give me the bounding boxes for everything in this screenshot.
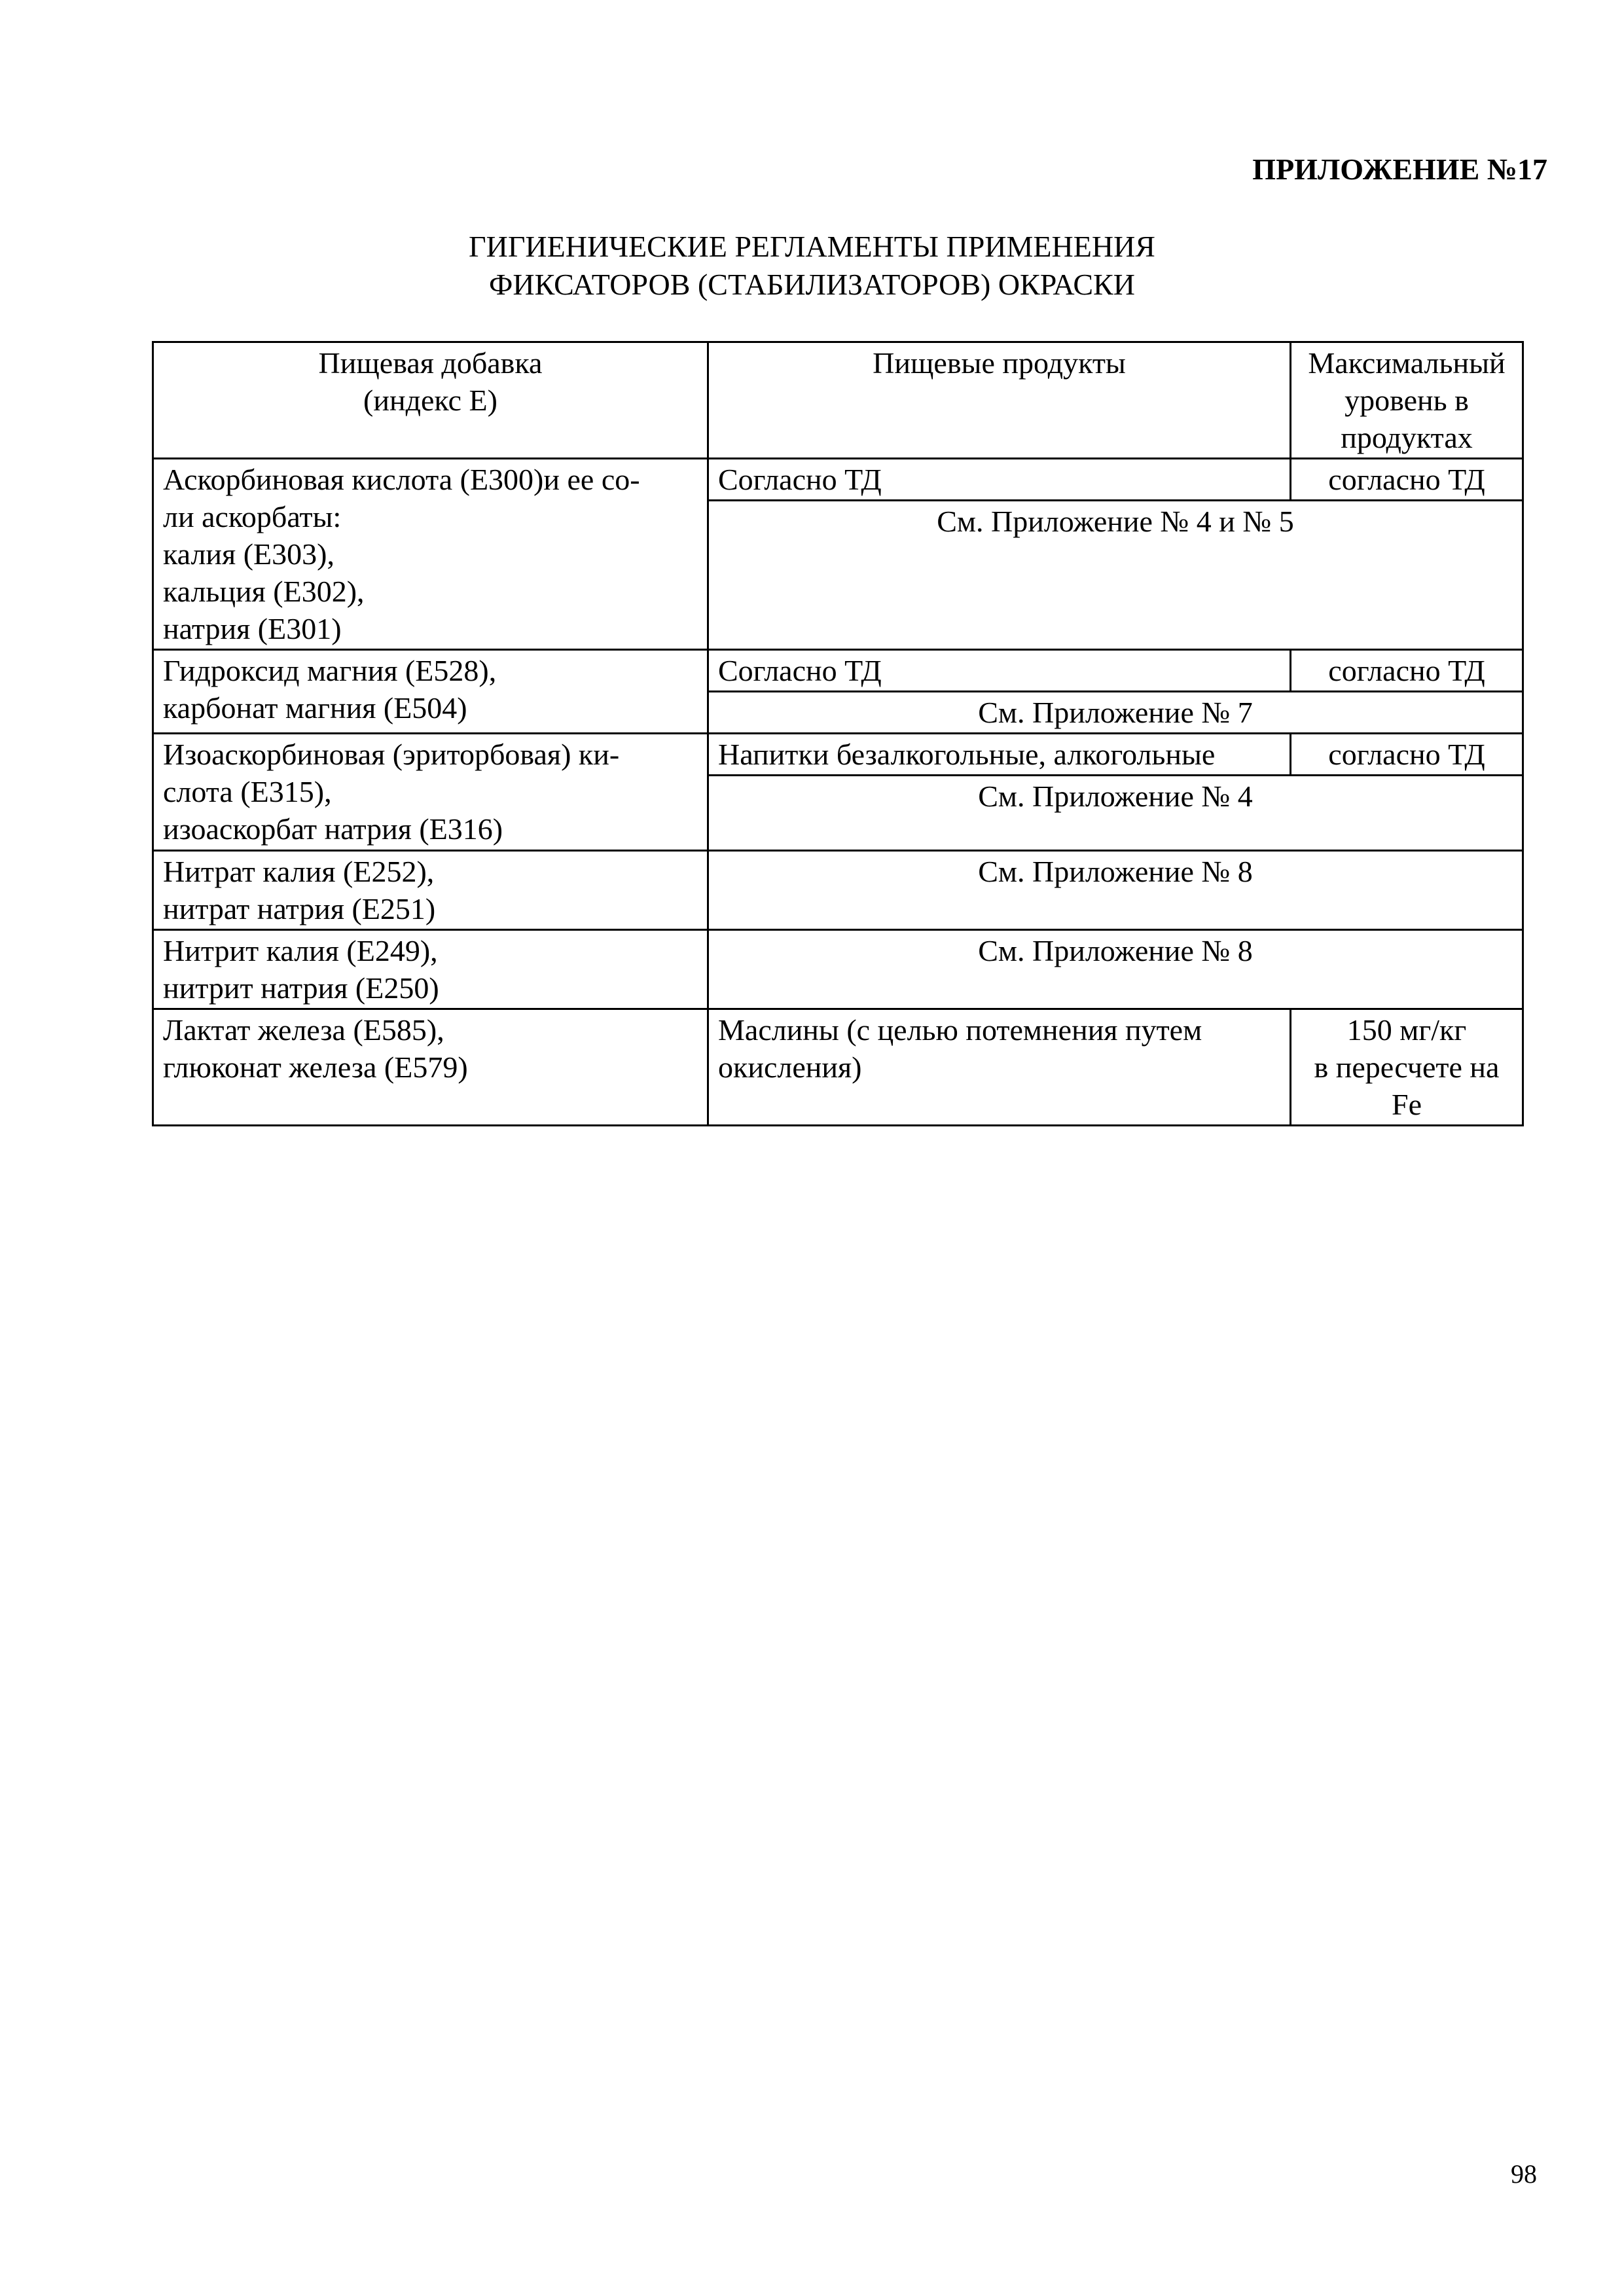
products-cell: Согласно ТД xyxy=(708,650,1291,692)
additive-cell: Гидроксид магния (Е528), карбонат магния (Е504) xyxy=(153,650,708,734)
level-cell: согласно ТД xyxy=(1291,650,1523,692)
header-additive: Пищевая добавка (индекс Е) xyxy=(153,342,708,459)
see-appendix-cell: См. Приложение № 8 xyxy=(708,851,1523,930)
see-appendix-cell: См. Приложение № 4 xyxy=(708,776,1523,851)
appendix-label: ПРИЛОЖЕНИЕ №17 xyxy=(1252,152,1547,186)
title-line-2: ФИКСАТОРОВ (СТАБИЛИЗАТОРОВ) ОКРАСКИ xyxy=(489,268,1135,301)
see-appendix-cell: См. Приложение № 8 xyxy=(708,930,1523,1009)
table-row xyxy=(153,650,1523,692)
page-title xyxy=(0,228,1624,304)
regulations-table xyxy=(152,341,1524,1126)
table-row xyxy=(153,930,1523,1009)
table-row xyxy=(153,459,1523,501)
level-cell: 150 мг/кг в пересчете на Fe xyxy=(1291,1009,1523,1126)
table-header-row xyxy=(153,342,1523,459)
products-cell: Согласно ТД xyxy=(708,459,1291,501)
page-number: 98 xyxy=(1511,2159,1537,2189)
table-row xyxy=(153,734,1523,776)
level-cell: согласно ТД xyxy=(1291,734,1523,776)
products-cell: Напитки безалкогольные, алкогольные xyxy=(708,734,1291,776)
title-line-1: ГИГИЕНИЧЕСКИЕ РЕГЛАМЕНТЫ ПРИМЕНЕНИЯ xyxy=(469,230,1155,263)
additive-cell: Лактат железа (Е585), глюконат железа (Е579) xyxy=(153,1009,708,1126)
additive-cell: Изоаскорбиновая (эриторбовая) ки- слота (Е315), изоаскорбат натрия (Е316) xyxy=(153,734,708,851)
additive-cell: Нитрат калия (Е252), нитрат натрия (Е251) xyxy=(153,851,708,930)
table-row xyxy=(153,1009,1523,1126)
additive-cell: Аскорбиновая кислота (Е300)и ее со- ли аскорбаты: калия (Е303), кальция (Е302), натрия (Е301) xyxy=(153,459,708,650)
header-products: Пищевые продукты xyxy=(708,342,1291,459)
level-cell: согласно ТД xyxy=(1291,459,1523,501)
see-appendix-cell: См. Приложение № 7 xyxy=(708,692,1523,734)
see-appendix-cell: См. Приложение № 4 и № 5 xyxy=(708,501,1523,650)
additive-cell: Нитрит калия (Е249), нитрит натрия (Е250) xyxy=(153,930,708,1009)
table-row xyxy=(153,851,1523,930)
products-cell: Маслины (с целью потемнения путем окисления) xyxy=(708,1009,1291,1126)
header-max-level: Максимальный уровень в продуктах xyxy=(1291,342,1523,459)
